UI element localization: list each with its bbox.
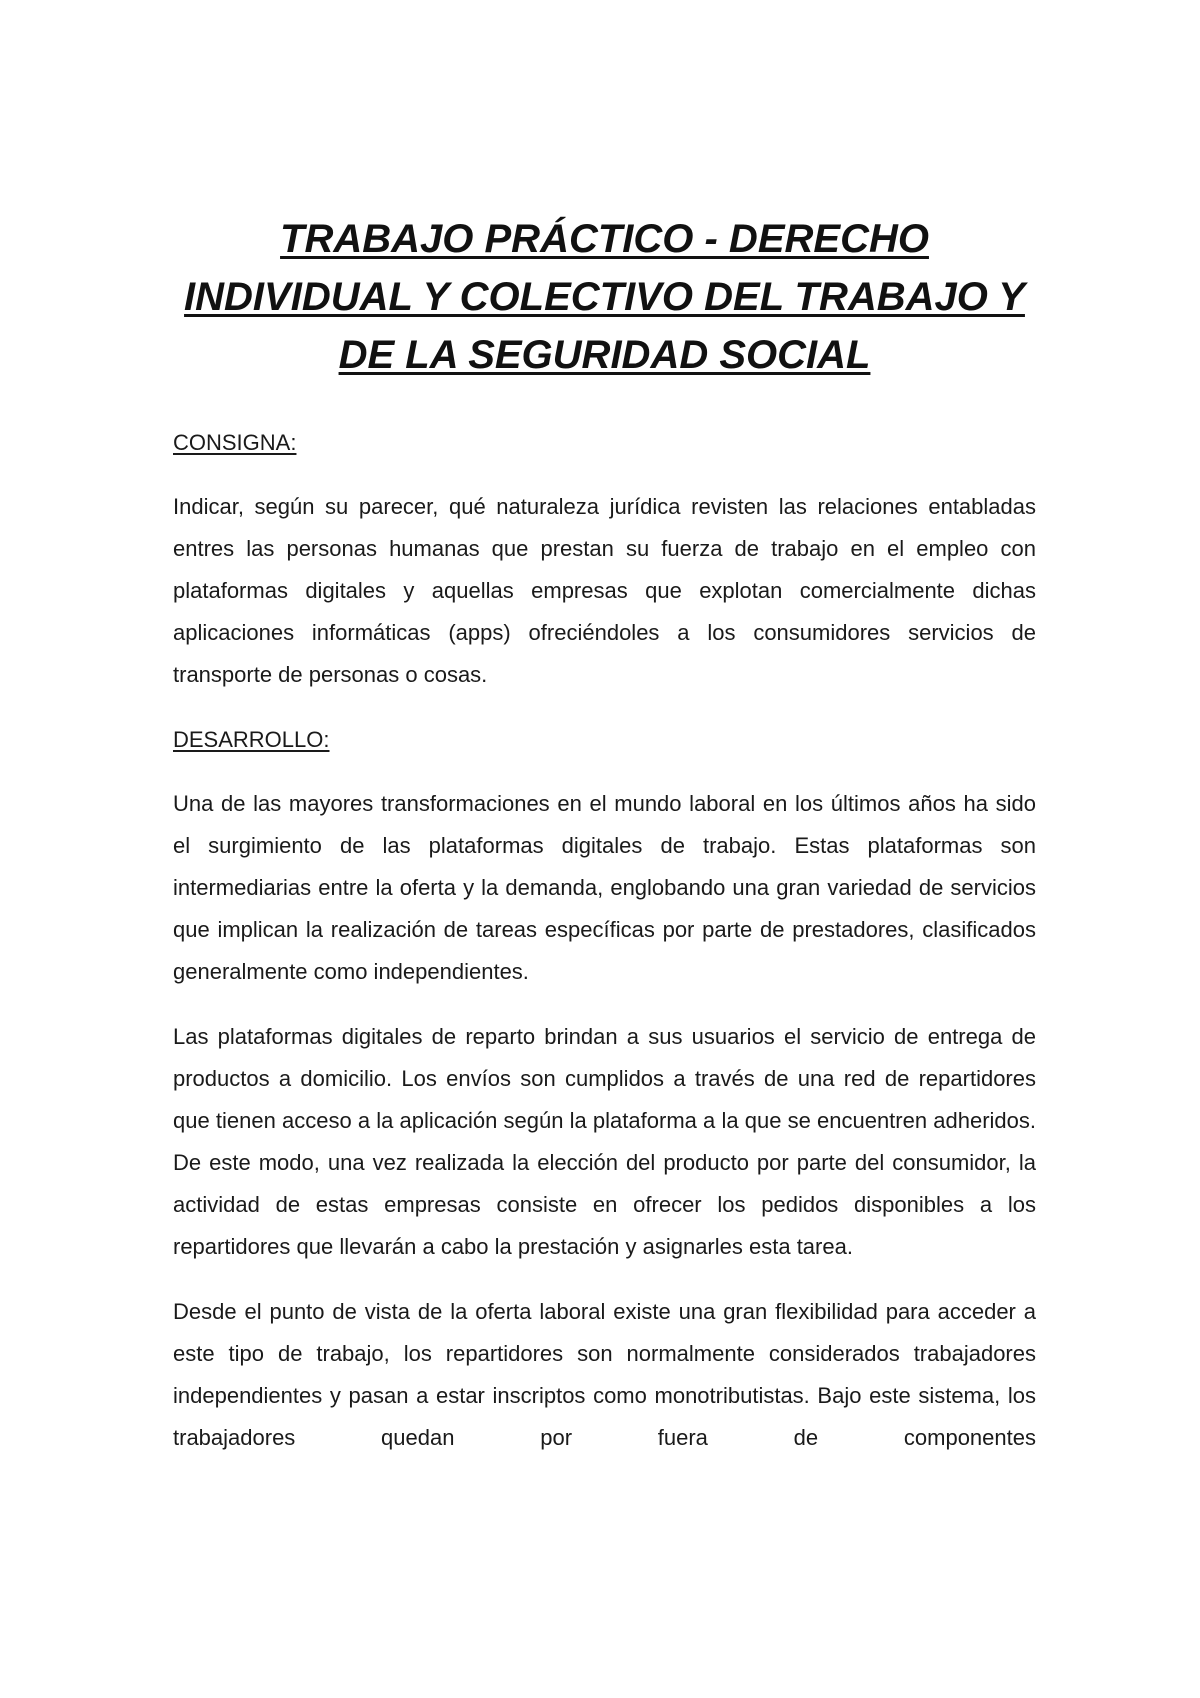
document-page: [173, 210, 1036, 1482]
consigna-heading: CONSIGNA:: [173, 430, 297, 455]
desarrollo-paragraph-1: Una de las mayores transformaciones en el mundo laboral en los últimos años ha sido el surgimiento de las plataformas digitales de trabajo. Estas plataformas son intermediarias entre la oferta y la demanda, englobando una gran variedad de servicios que implican la realización de tareas específicas por parte de prestadores, clasificados generalmente como independientes.: [173, 791, 1036, 984]
desarrollo-paragraph-2: Las plataformas digitales de reparto brindan a sus usuarios el servicio de entrega de productos a domicilio. Los envíos son cumplidos a través de una red de repartidores que tienen acceso a la aplicación según la plataforma a la que se encuentren adheridos. De este modo, una vez realizada la elección del producto por parte del consumidor, la actividad de estas empresas consiste en ofrecer los pedidos disponibles a los repartidores que llevarán a cabo la prestación y asignarles esta tarea.: [173, 1024, 1036, 1259]
document-title: TRABAJO PRÁCTICO - DERECHO INDIVIDUAL Y COLECTIVO DEL TRABAJO Y DE LA SEGURIDAD SOCIAL: [184, 217, 1025, 377]
desarrollo-heading: DESARROLLO:: [173, 727, 330, 752]
desarrollo-paragraph-3: Desde el punto de vista de la oferta laboral existe una gran flexibilidad para acceder a este tipo de trabajo, los repartidores son normalmente considerados trabajadores independientes y pasan a estar inscriptos como monotributistas. Bajo este sistema, los trabajadores quedan por fuera de componentes: [173, 1299, 1036, 1450]
consigna-paragraph: Indicar, según su parecer, qué naturaleza jurídica revisten las relaciones entabladas entres las personas humanas que prestan su fuerza de trabajo en el empleo con plataformas digitales y aquellas empresas que explotan comercialmente dichas aplicaciones informáticas (apps) ofreciéndoles a los consumidores servicios de transporte de personas o cosas.: [173, 494, 1036, 687]
